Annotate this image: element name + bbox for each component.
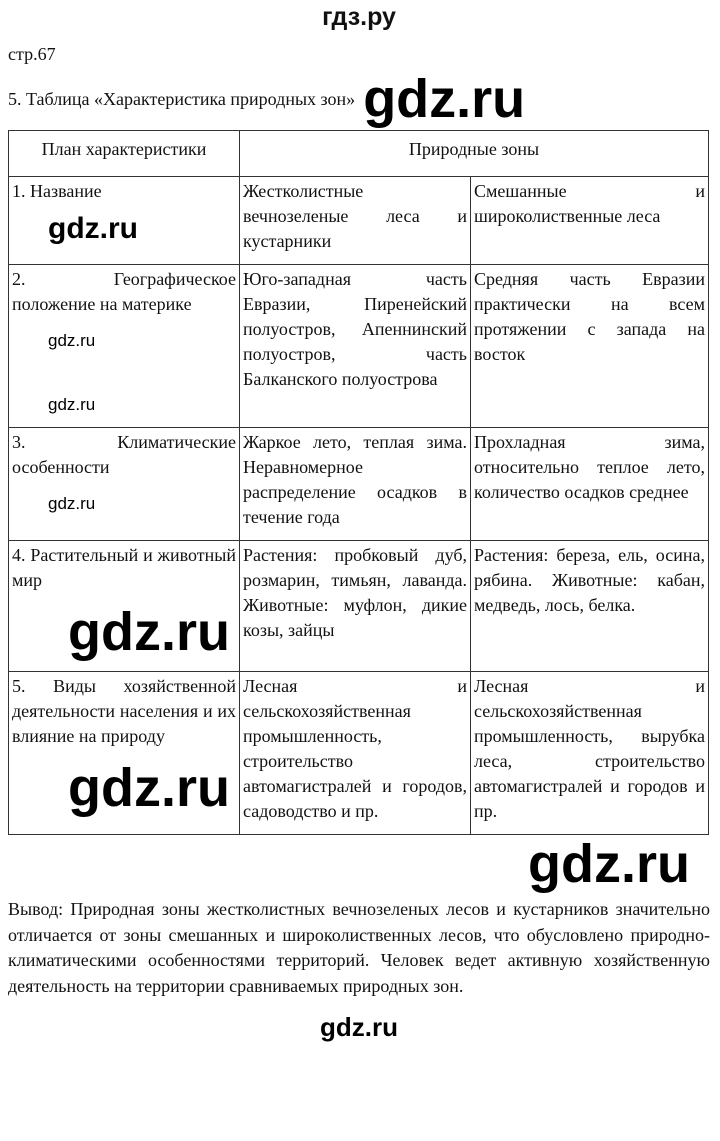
cell: Средняя часть Евразии практически на всем протяжении с запада на восток [471, 265, 709, 428]
cell [9, 541, 240, 672]
cell [9, 428, 240, 541]
cell [9, 672, 240, 835]
title-row [8, 70, 710, 128]
watermark: gdz.ru [68, 602, 230, 662]
watermark: gdz.ru [528, 834, 690, 894]
task-title: 5. Таблица «Характеристика природных зон» [8, 89, 356, 109]
table-row [9, 428, 709, 541]
watermark: gdz.ru [68, 758, 230, 818]
cell: Смешанные и широколиственные леса [471, 177, 709, 265]
watermark: gdz.ru [48, 395, 96, 414]
header-zones: Природные зоны [240, 131, 709, 177]
cell: Юго-западная часть Евразии, Пиренейский полуостров, Апеннинский полуостров, часть Балканского полуострова [240, 265, 471, 428]
watermark: gdz.ru [48, 212, 138, 245]
cell: Лесная и сельскохозяйственная промышленность, строительство автомагистралей и городов, садоводство и пр. [240, 672, 471, 835]
table-row [9, 177, 709, 265]
natural-zones-table [8, 130, 709, 835]
cell: Растения: береза, ель, осина, рябина. Животные: кабан, медведь, лось, белка. [471, 541, 709, 672]
table-row [9, 541, 709, 672]
cell [9, 265, 240, 428]
cell-text: 2. Географическое положение на материке [12, 269, 236, 314]
watermark: gdz.ru [363, 69, 526, 129]
table-header-row [9, 131, 709, 177]
watermark: gdz.ru [320, 1012, 398, 1042]
cell: Жаркое лето, теплая зима. Неравномерное распределение осадков в течение года [240, 428, 471, 541]
cell [9, 177, 240, 265]
cell: Растения: пробковый дуб, розмарин, тимьян, лаванда. Животные: муфлон, дикие козы, зайцы [240, 541, 471, 672]
page-reference: стр.67 [8, 44, 56, 64]
table-row [9, 672, 709, 835]
site-header: гдз.ру [322, 3, 396, 31]
cell: Прохладная зима, относительно теплое лето, количество осадков среднее [471, 428, 709, 541]
conclusion-text: Вывод: Природная зоны жестколистных вечнозеленых лесов и кустарников значительно отличается от зоны смешанных и широколиственных лесов, что обусловлено природно-климатическими особенностями территорий. Человек ведет активную хозяйственную деятельность на территории сравниваемых природных зон. [8, 899, 710, 996]
table-row [9, 265, 709, 428]
cell-text: 1. Название [12, 181, 102, 201]
header-plan: План характеристики [9, 131, 240, 177]
cell-text: 4. Растительный и животный мир [12, 545, 236, 590]
watermark: gdz.ru [48, 331, 96, 350]
cell: Жестколистные вечнозеленые леса и кустарники [240, 177, 471, 265]
cell-text: 5. Виды хозяйственной деятельности населения и их влияние на природу [12, 676, 236, 746]
cell-text: 3. Климатические особенности [12, 432, 236, 477]
cell: Лесная и сельскохозяйственная промышленность, вырубка леса, строительство автомагистралей и городов и пр. [471, 672, 709, 835]
watermark: gdz.ru [48, 494, 96, 513]
